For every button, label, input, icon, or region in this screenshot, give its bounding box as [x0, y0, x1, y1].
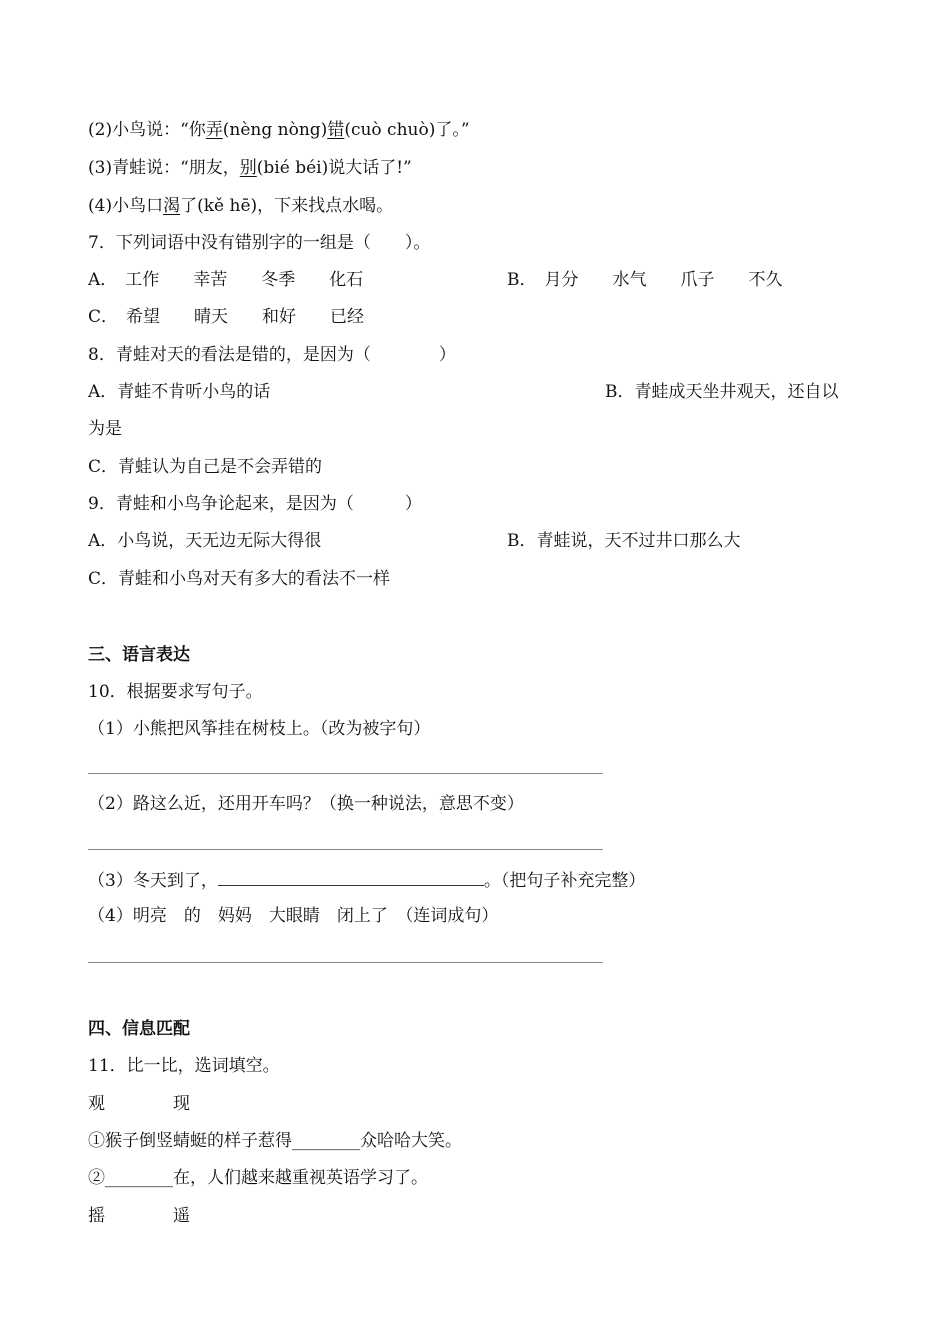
q11-sentence-1-end: 众哈哈大笑。	[360, 1131, 462, 1151]
q10-stem: 10．根据要求写句子。	[88, 682, 263, 702]
q7-option-b	[507, 268, 817, 292]
q8-option-b-continued: 为是	[88, 419, 122, 439]
q10-sentence-3-start: （3）冬天到了，	[88, 871, 218, 891]
q11-sentence-2-start: ②	[88, 1168, 105, 1188]
q10-sentence-3-end: 。（把句子补充完整）	[483, 871, 646, 891]
q7-option-a-word: 幸苦	[193, 270, 228, 290]
q9-option-b: B．青蛙说，天不过井口那么大	[507, 531, 741, 551]
q11-word-choice: 摇	[88, 1206, 105, 1226]
q10-sentence-3	[88, 867, 645, 893]
q6-item-2-char-1: 弄	[205, 120, 223, 140]
q7-option-b-word: 水气	[612, 270, 647, 290]
q11-sentence-2-end: 在，人们越来越重视英语学习了。	[173, 1168, 428, 1188]
q10-sentence-4: （4）明亮 的 妈妈 大眼睛 闭上了 （连词成句）	[88, 906, 499, 926]
q11-stem: 11．比一比，选词填空。	[88, 1056, 280, 1076]
q7-option-a-word: 冬季	[261, 270, 296, 290]
q6-item-2-pinyin-1: (nèng nòng)	[222, 120, 328, 140]
q10-sentence-1: （1）小熊把风筝挂在树枝上。（改为被字句）	[88, 719, 431, 739]
q9-stem: 9．青蛙和小鸟争论起来，是因为（ ）	[88, 494, 422, 514]
q11-sentence-1	[88, 1129, 462, 1153]
q7-option-b-label: B．	[507, 270, 537, 290]
q7-option-c-word: 希望	[126, 307, 161, 327]
q6-item-3	[88, 156, 412, 180]
q8-option-b: B．青蛙成天坐井观天，还自以	[605, 382, 839, 402]
q10-answer-line-4[interactable]	[88, 962, 603, 963]
q11-word-choice: 观	[88, 1094, 105, 1114]
q7-option-c-label: C．	[88, 307, 119, 327]
q10-answer-line-2[interactable]	[88, 849, 603, 850]
q9-option-a: A．小鸟说，天无边无际大得很	[88, 531, 322, 551]
q6-item-2-text: (2)小鸟说：“你	[88, 120, 206, 140]
q7-option-b-word: 月分	[544, 270, 579, 290]
q8-option-c: C．青蛙认为自己是不会弄错的	[88, 457, 323, 477]
q7-option-b-word: 爪子	[680, 270, 715, 290]
q6-item-3-end: (bié béi)说大话了!”	[256, 158, 412, 178]
q7-option-a-word: 化石	[329, 270, 364, 290]
q6-item-3-text: (3)青蛙说：“朋友，	[88, 158, 240, 178]
q11-sentence-2	[88, 1166, 428, 1190]
q6-item-4-char: 渴	[163, 196, 181, 216]
q11-sentence-1-start: ①猴子倒竖蜻蜓的样子惹得	[88, 1131, 292, 1151]
section-4-heading: 四、信息匹配	[88, 1019, 190, 1039]
q7-option-a-word: 工作	[125, 270, 160, 290]
q7-option-a	[88, 268, 397, 292]
q6-item-4	[88, 194, 393, 218]
q6-item-3-char: 别	[239, 158, 257, 178]
q7-option-c-word: 已经	[330, 307, 365, 327]
q10-sentence-2: （2）路这么近，还用开车吗？（换一种说法，意思不变）	[88, 794, 524, 814]
q7-option-c-word: 晴天	[194, 307, 229, 327]
q11-sentence-1-blank[interactable]: ________	[292, 1131, 360, 1151]
q10-answer-line-1[interactable]	[88, 773, 603, 774]
q7-stem: 7．下列词语中没有错别字的一组是（ ）。	[88, 233, 431, 253]
q7-option-c-word: 和好	[262, 307, 297, 327]
q6-item-4-text: (4)小鸟口	[88, 196, 164, 216]
q7-option-c	[88, 305, 398, 329]
q7-option-b-word: 不久	[748, 270, 783, 290]
q11-word-choice: 现	[173, 1094, 190, 1114]
q8-option-a: A．青蛙不肯听小鸟的话	[88, 382, 271, 402]
q10-sentence-3-blank[interactable]	[218, 867, 484, 886]
q6-item-2-pinyin-2: (cuò chuò)	[344, 120, 436, 140]
q11-sentence-2-blank[interactable]: ________	[105, 1168, 173, 1188]
q8-stem: 8．青蛙对天的看法是错的，是因为（ ）	[88, 345, 456, 365]
q11-word-choice: 遥	[173, 1206, 190, 1226]
q7-option-a-label: A．	[88, 270, 118, 290]
q6-item-2-end: 了。”	[435, 120, 470, 140]
section-3-heading: 三、语言表达	[88, 645, 190, 665]
q6-item-2-char-2: 错	[327, 120, 345, 140]
q6-item-4-end: 了(kě hē)，下来找点水喝。	[180, 196, 394, 216]
q6-item-2	[88, 118, 470, 142]
q9-option-c: C．青蛙和小鸟对天有多大的看法不一样	[88, 569, 391, 589]
